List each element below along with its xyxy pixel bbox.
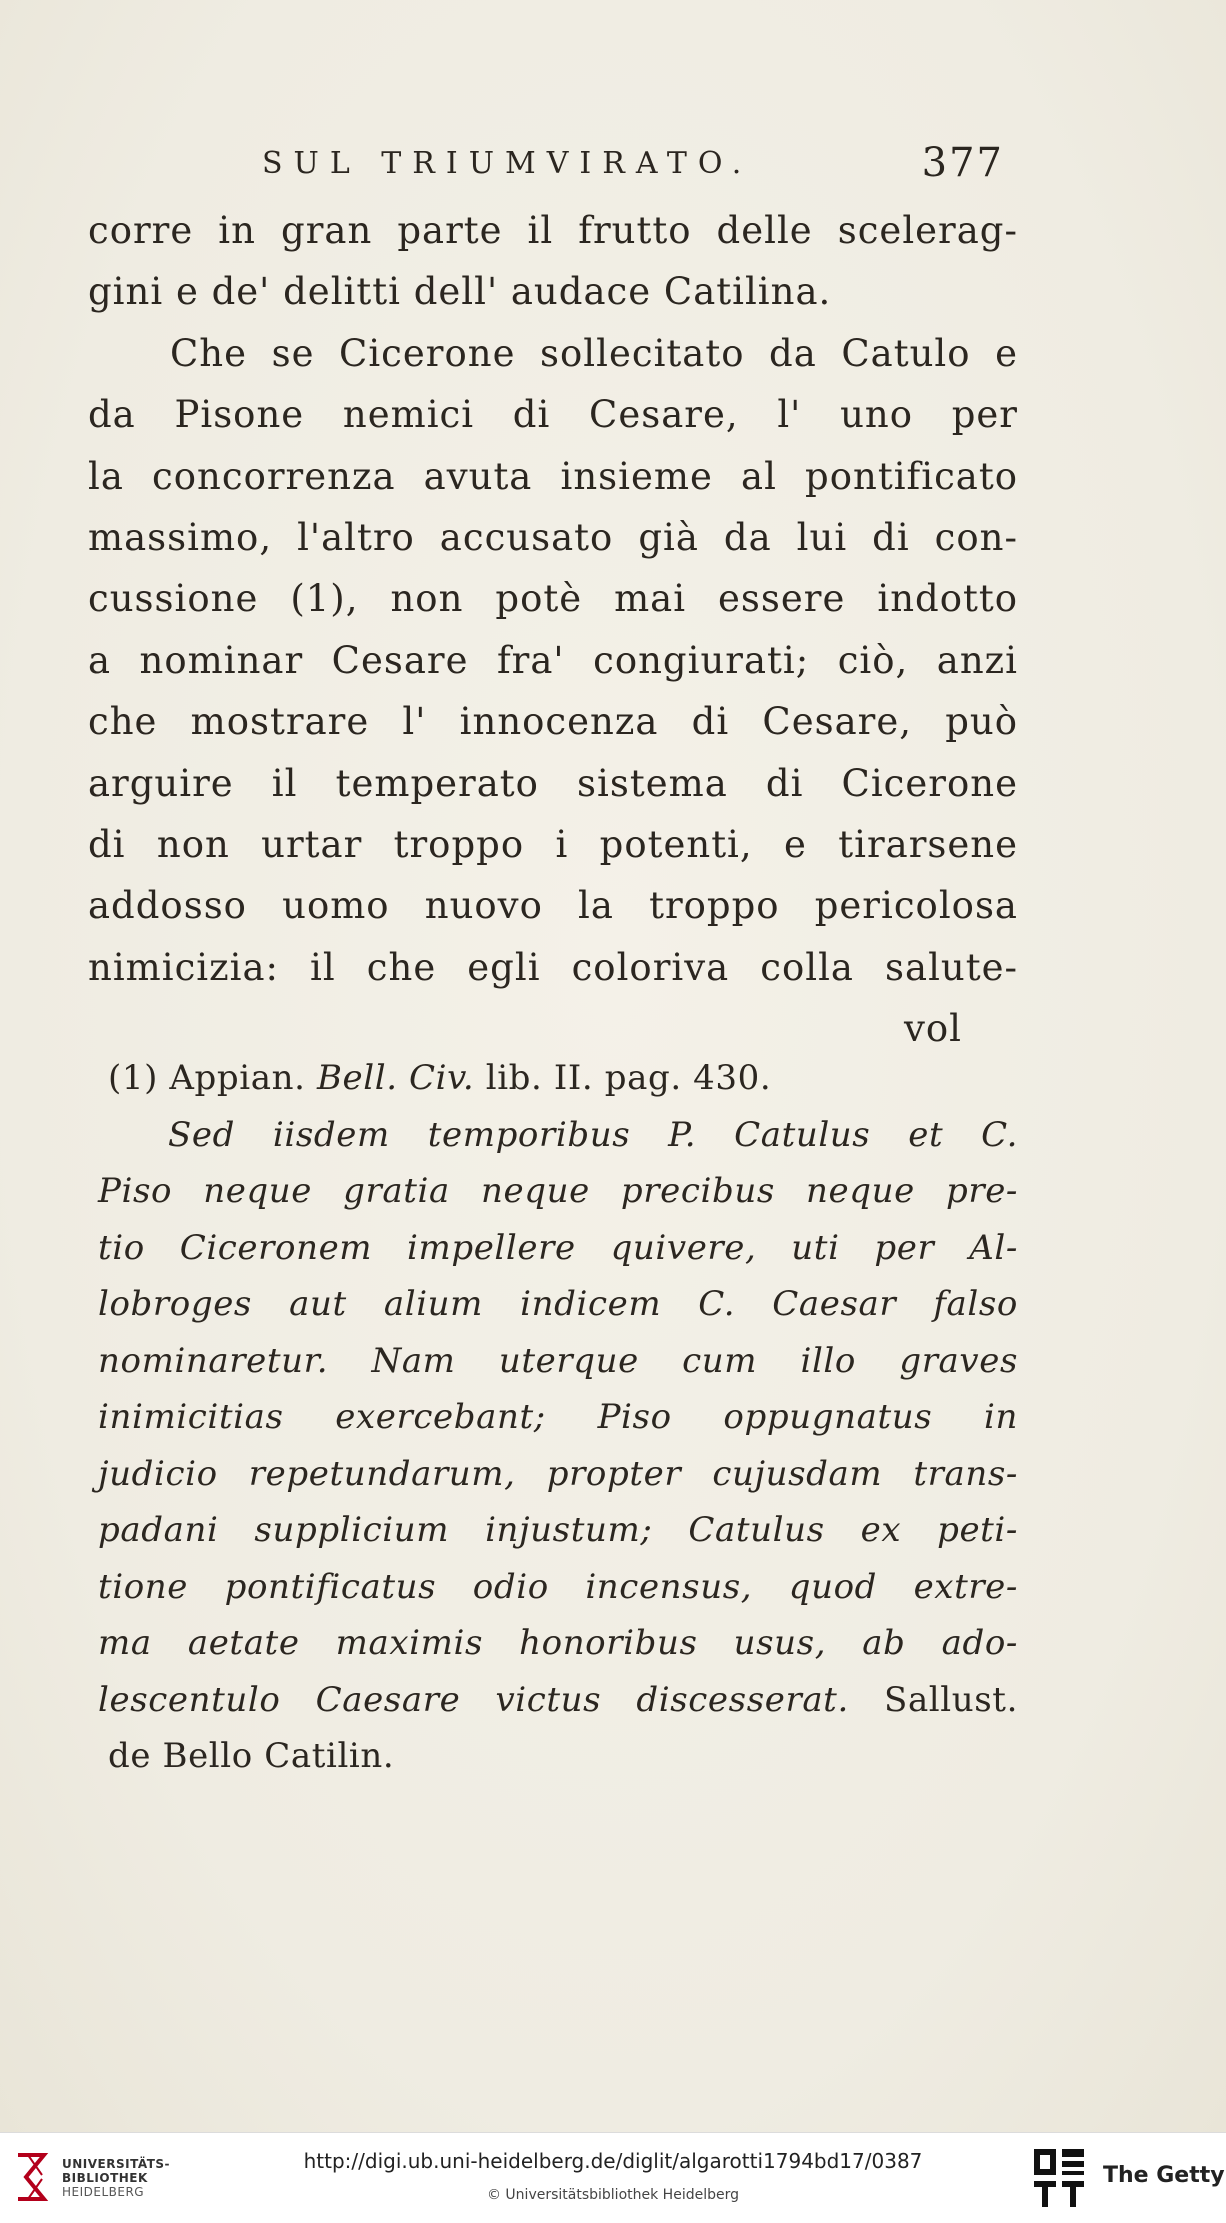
catchword: vol bbox=[903, 1007, 962, 1051]
quote-text: lescentulo Caesare victus discesserat. bbox=[98, 1679, 849, 1720]
permalink-url[interactable]: http://digi.ub.uni-heidelberg.de/diglit/algarotti1794bd17/0387 bbox=[303, 2149, 923, 2173]
text-line: di non urtar troppo i potenti, e tirarsene bbox=[88, 823, 1018, 867]
footnote-reference bbox=[98, 1050, 1018, 1107]
quote-line: Piso neque gratia neque precibus neque pre- bbox=[98, 1171, 1018, 1211]
quote-line: ma aetate maximis honoribus usus, ab ado- bbox=[98, 1623, 1018, 1663]
viewer-footer bbox=[0, 2132, 1226, 2223]
text-line: corre in gran parte il frutto delle scelerag- bbox=[88, 209, 1018, 252]
footnote bbox=[98, 1050, 1018, 1785]
text-line: massimo, l'altro accusato già da lui di con- bbox=[88, 516, 1018, 560]
quote-line: nominaretur. Nam uterque cum illo graves bbox=[98, 1340, 1018, 1381]
page-header bbox=[262, 140, 1022, 190]
text-line: Che se Cicerone sollecitato da Catulo e bbox=[170, 331, 1018, 375]
partner-name: The Getty bbox=[1103, 2163, 1225, 2188]
text-line: nimicizia: il che egli coloriva colla salute- bbox=[88, 945, 1018, 989]
text-line: arguire il temperato sistema di Cicerone bbox=[88, 761, 1018, 805]
quote-line: Sed iisdem temporibus P. Catulus et C. bbox=[168, 1114, 1018, 1155]
footnote-marker: (1) bbox=[108, 1058, 158, 1098]
library-name-line: BIBLIOTHEK bbox=[62, 2171, 148, 2185]
source-title: de Bello Catilin. bbox=[108, 1736, 395, 1776]
quote-line: tio Ciceronem impellere quivere, uti per Al- bbox=[98, 1227, 1018, 1268]
library-name-line: UNIVERSITÄTS- bbox=[62, 2157, 171, 2171]
text-line: cussione (1), non potè mai essere indotto bbox=[88, 577, 1018, 621]
running-head: SUL TRIUMVIRATO. bbox=[262, 146, 753, 181]
footnote-work: Bell. Civ. bbox=[316, 1058, 475, 1098]
text-line: a nominar Cesare fra' congiurati; ciò, anzi bbox=[88, 638, 1018, 682]
getty-logo-icon bbox=[1032, 2147, 1086, 2209]
copyright-notice: © Universitätsbibliothek Heidelberg bbox=[486, 2187, 739, 2203]
footnote-author: Appian. bbox=[169, 1058, 306, 1098]
quote-line: judicio repetundarum, propter cujusdam trans- bbox=[98, 1453, 1018, 1494]
text-line: gini e de' delitti dell' audace Catilina. bbox=[88, 270, 832, 314]
quote-line: tione pontificatus odio incensus, quod extre- bbox=[98, 1566, 1018, 1607]
text-line: che mostrare l' innocenza di Cesare, può bbox=[88, 700, 1018, 744]
library-name-line: HEIDELBERG bbox=[62, 2185, 145, 2199]
quote-line: padani supplicium injustum; Catulus ex peti- bbox=[98, 1510, 1018, 1550]
footnote-locator: lib. II. pag. 430. bbox=[485, 1058, 772, 1098]
text-line: da Pisone nemici di Cesare, l' uno per bbox=[88, 393, 1018, 437]
quote-line: inimicitias exercebant; Piso oppugnatus in bbox=[98, 1397, 1018, 1437]
quote-line-final bbox=[98, 1672, 1018, 1729]
quote-line: lobroges aut alium indicem C. Caesar falso bbox=[98, 1284, 1018, 1324]
main-text bbox=[88, 200, 1018, 1060]
text-line: addosso uomo nuovo la troppo pericolosa bbox=[88, 884, 1018, 928]
source-author: Sallust. bbox=[884, 1679, 1018, 1720]
page-number: 377 bbox=[921, 140, 1004, 186]
text-line: la concorrenza avuta insieme al pontificato bbox=[88, 454, 1018, 498]
